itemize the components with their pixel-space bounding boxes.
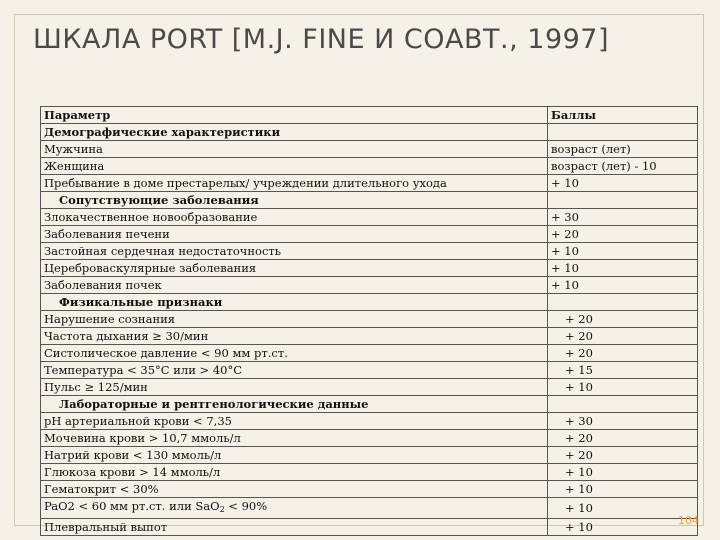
parameter-cell (41, 413, 548, 430)
parameter-text: Мочевина крови > 10,7 ммоль/л (44, 431, 241, 445)
score-cell: возраст (лет) (548, 141, 698, 158)
parameter-cell (41, 519, 548, 536)
table-row (41, 311, 698, 328)
parameter-text: Сопутствующие заболевания (59, 193, 259, 207)
score-cell: + 10 (548, 519, 698, 536)
score-cell: + 15 (548, 362, 698, 379)
parameter-text: Застойная сердечная недостаточность (44, 244, 282, 258)
parameter-text: Злокачественное новообразование (44, 210, 258, 224)
table-row (41, 226, 698, 243)
score-cell: + 20 (548, 328, 698, 345)
column-header-score: Баллы (548, 107, 698, 124)
table-row (41, 519, 698, 536)
score-cell: + 20 (548, 226, 698, 243)
parameter-text: Систолическое давление < 90 мм рт.ст. (44, 346, 288, 360)
table-row (41, 447, 698, 464)
table-header-row (41, 107, 698, 124)
score-cell: + 10 (548, 481, 698, 498)
parameter-cell (41, 209, 548, 226)
score-cell (548, 294, 698, 311)
score-cell: + 30 (548, 209, 698, 226)
table-row (41, 362, 698, 379)
score-cell: + 20 (548, 311, 698, 328)
parameter-cell (41, 464, 548, 481)
table-row (41, 413, 698, 430)
page-number: 104 (678, 514, 699, 527)
section-row (41, 294, 698, 311)
parameter-cell (41, 260, 548, 277)
parameter-text: PaO2 < 60 мм рт.ст. или SaO (44, 499, 220, 513)
parameter-text: Пребывание в доме престарелых/ учреждении длительного ухода (44, 176, 447, 190)
score-cell: + 10 (548, 498, 698, 519)
parameter-cell (41, 226, 548, 243)
parameter-text: Частота дыхания ≥ 30/мин (44, 329, 209, 343)
score-cell: возраст (лет) - 10 (548, 158, 698, 175)
table-row (41, 158, 698, 175)
column-header-param: Параметр (41, 107, 548, 124)
table-row (41, 498, 698, 519)
parameter-text: Цереброваскулярные заболевания (44, 261, 257, 275)
port-score-table (40, 106, 698, 536)
score-cell (548, 124, 698, 141)
table-row (41, 260, 698, 277)
parameter-cell (41, 277, 548, 294)
parameter-text: Лабораторные и рентгенологические данные (59, 397, 369, 411)
parameter-text: Заболевания печени (44, 227, 170, 241)
page-title: ШКАЛА PORT [M.J. FINE И СОАВТ., 1997] (33, 24, 610, 55)
parameter-cell (41, 481, 548, 498)
parameter-cell (41, 328, 548, 345)
parameter-cell (41, 243, 548, 260)
parameter-cell (41, 141, 548, 158)
parameter-cell (41, 345, 548, 362)
score-cell: + 10 (548, 464, 698, 481)
parameter-text: Женщина (44, 159, 105, 173)
parameter-cell (41, 396, 548, 413)
subscript: 2 (219, 505, 225, 514)
score-cell: + 20 (548, 447, 698, 464)
score-cell (548, 192, 698, 209)
table-row (41, 243, 698, 260)
parameter-text: Демографические характеристики (44, 125, 281, 139)
score-cell: + 30 (548, 413, 698, 430)
table-row (41, 209, 698, 226)
table-row (41, 141, 698, 158)
parameter-text: Пульс ≥ 125/мин (44, 380, 148, 394)
table-row (41, 379, 698, 396)
parameter-cell (41, 430, 548, 447)
parameter-cell (41, 158, 548, 175)
parameter-cell (41, 294, 548, 311)
score-cell: + 10 (548, 260, 698, 277)
section-row (41, 124, 698, 141)
parameter-cell (41, 362, 548, 379)
score-cell: + 10 (548, 243, 698, 260)
parameter-cell (41, 447, 548, 464)
parameter-text: Гематокрит < 30% (44, 482, 159, 496)
parameter-text: Мужчина (44, 142, 103, 156)
table-row (41, 345, 698, 362)
parameter-cell (41, 175, 548, 192)
score-cell (548, 396, 698, 413)
score-cell: + 10 (548, 277, 698, 294)
parameter-cell (41, 124, 548, 141)
table-row (41, 328, 698, 345)
table-row (41, 464, 698, 481)
parameter-text: рН артериальной крови < 7,35 (44, 414, 232, 428)
score-cell: + 20 (548, 345, 698, 362)
table-row (41, 430, 698, 447)
parameter-text: Плевральный выпот (44, 520, 168, 534)
parameter-cell (41, 379, 548, 396)
table-row (41, 481, 698, 498)
score-cell: + 10 (548, 175, 698, 192)
parameter-text: Нарушение сознания (44, 312, 176, 326)
score-cell: + 10 (548, 379, 698, 396)
parameter-cell (41, 192, 548, 209)
parameter-text: Заболевания почек (44, 278, 162, 292)
table-row (41, 175, 698, 192)
section-row (41, 396, 698, 413)
table-row (41, 277, 698, 294)
score-cell: + 20 (548, 430, 698, 447)
parameter-text-tail: < 90% (224, 499, 268, 513)
parameter-text: Физикальные признаки (59, 295, 223, 309)
parameter-text: Температура < 35°С или > 40°С (44, 363, 243, 377)
parameter-cell (41, 311, 548, 328)
section-row (41, 192, 698, 209)
parameter-text: Глюкоза крови > 14 ммоль/л (44, 465, 221, 479)
parameter-text: Натрий крови < 130 ммоль/л (44, 448, 222, 462)
parameter-cell (41, 498, 548, 519)
